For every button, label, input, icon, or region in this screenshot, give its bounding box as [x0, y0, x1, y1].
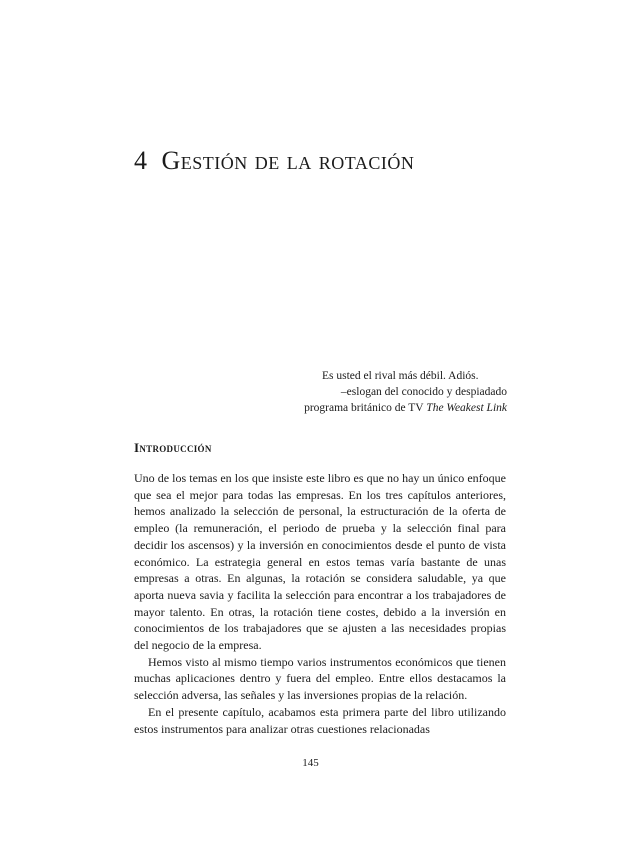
epigraph-attribution-line1: –eslogan del conocido y despiadado — [340, 386, 507, 398]
epigraph — [207, 368, 507, 416]
paragraph: En el presente capítulo, acabamos esta primera parte del libro utilizando estos instrumentos para analizar otras cuestiones relacionadas — [134, 704, 506, 736]
paragraph: Hemos visto al mismo tiempo varios instrumentos económicos que tienen muchas aplicaciones dentro y fuera del empleo. Entre ellos destacamos la selección adversa, las señales y las inversiones propias de la relación. — [134, 654, 506, 703]
chapter-number: 4 — [134, 146, 148, 175]
section-heading: Introducción — [134, 440, 212, 455]
body-text — [134, 470, 506, 737]
chapter-name: Gestión de la rotación — [161, 146, 415, 175]
paragraph: Uno de los temas en los que insiste este libro es que no hay un único enfoque que sea el mejor para todas las empresas. En los tres capítulos anteriores, hemos analizado la selección de personal, la estructuración de la oferta de empleo (la remuneración, el periodo de prueba y la selección final para decidir los ascensos) y la inversión en conocimientos desde el punto de vista económico. La estrategia general en estos temas varía bastante de unas empresas a otras. En algunas, la rotación se considera saludable, ya que aporta nueva savia y facilita la selección para encontrar a los trabajadores de mayor talento. En otras, la rotación tiene costes, debido a la inversión en conocimientos de los trabajadores que se ajusten a las necesidades propias del negocio de la empresa. — [134, 471, 506, 653]
page-number: 145 — [302, 757, 319, 769]
epigraph-attribution-line2 — [207, 400, 507, 416]
epigraph-attribution-prefix: programa británico de TV — [304, 402, 427, 414]
epigraph-quote: Es usted el rival más débil. Adiós. — [322, 370, 479, 382]
chapter-title — [134, 146, 414, 176]
epigraph-show-title: The Weakest Link — [426, 402, 507, 414]
